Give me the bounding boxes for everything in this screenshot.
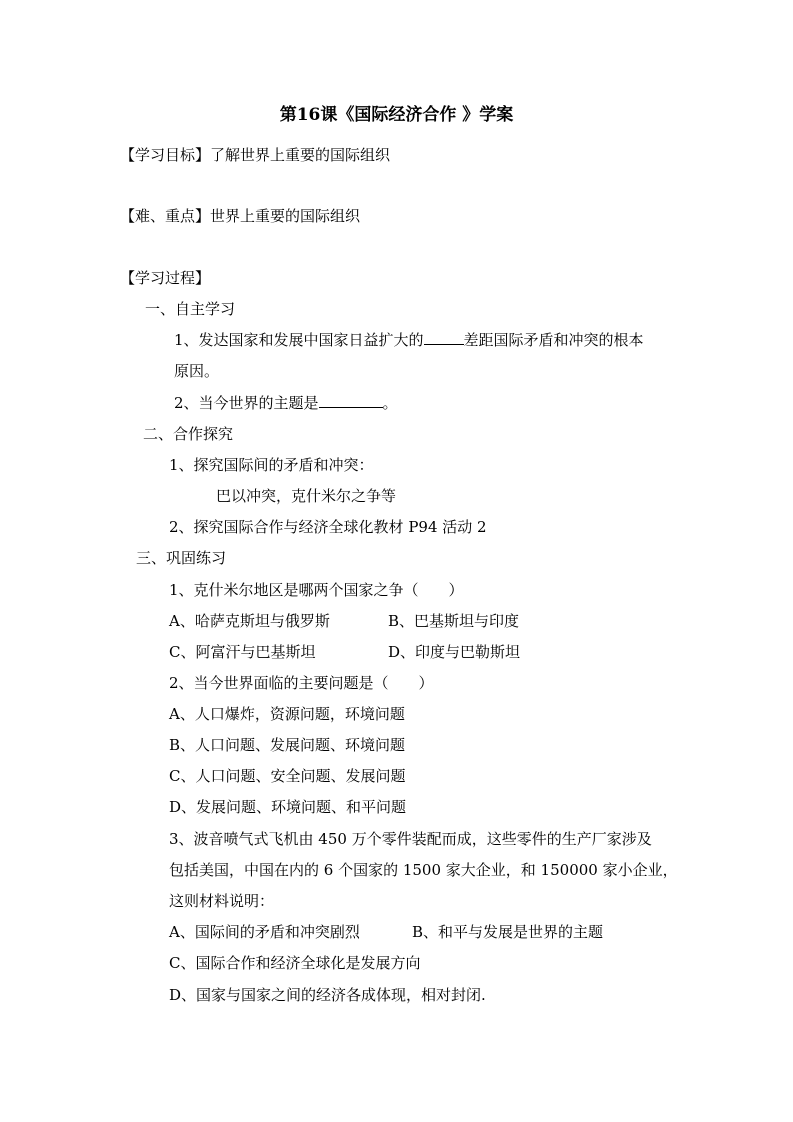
exercise2-option-d: D、发展问题、环境问题、和平问题 [169, 798, 407, 816]
process-heading: 【学习过程】 [120, 269, 211, 287]
exercise1-option-d: D、印度与巴勒斯坦 [388, 643, 521, 661]
q2-text-part2: 。 [382, 394, 398, 412]
section1-heading: 一、自主学习 [145, 300, 236, 318]
section2-item1: 1、探究国际间的矛盾和冲突： [169, 456, 374, 474]
section2-item2: 2、探究国际合作与经济全球化教材 P94 活动 2 [169, 518, 487, 536]
exercise3-option-d: D、国家与国家之间的经济各成体现，相对封闭. [169, 986, 486, 1004]
exercise3-question-line2: 包括美国，中国在内的 6 个国家的 1500 家大企业，和 150000 家小企业， [169, 861, 678, 879]
section1-question2 [174, 393, 398, 413]
page-title: 第16课《国际经济合作 》学案 [279, 105, 514, 125]
section1-question1 [174, 330, 644, 350]
exercise3-option-c: C、国际合作和经济全球化是发展方向 [169, 954, 421, 972]
exercise3-option-b: B、和平与发展是世界的主题 [412, 923, 604, 941]
exercise1-question: 1、克什米尔地区是哪两个国家之争（ ） [169, 581, 464, 599]
exercise3-question-line3: 这则材料说明： [169, 892, 275, 910]
key-points: 【难、重点】世界上重要的国际组织 [120, 207, 361, 225]
exercise2-question: 2、当今世界面临的主要问题是（ ） [169, 674, 434, 692]
q1-text-part2: 差距国际矛盾和冲突的根本 [463, 331, 644, 349]
exercise1-option-a: A、哈萨克斯坦与俄罗斯 [169, 612, 330, 630]
exercise1-option-b: B、巴基斯坦与印度 [388, 612, 520, 630]
learning-objective: 【学习目标】了解世界上重要的国际组织 [120, 146, 391, 164]
exercise2-option-a: A、人口爆炸，资源问题，环境问题 [169, 705, 405, 723]
exercise1-option-c: C、阿富汗与巴基斯坦 [169, 643, 316, 661]
q2-text-part1: 2、当今世界的主题是 [174, 394, 319, 412]
exercise3-question-line1: 3、波音喷气式飞机由 450 万个零件装配而成，这些零件的生产厂家涉及 [169, 830, 652, 848]
exercise2-option-b: B、人口问题、发展问题、环境问题 [169, 736, 406, 754]
section3-heading: 三、巩固练习 [136, 549, 227, 567]
exercise3-option-a: A、国际间的矛盾和冲突剧烈 [169, 923, 360, 941]
q1-text-part1: 1、发达国家和发展中国家日益扩大的 [174, 331, 424, 349]
section2-heading: 二、合作探究 [143, 425, 234, 443]
section2-item1-example: 巴以冲突，克什米尔之争等 [216, 487, 397, 505]
q2-answer-blank [319, 393, 383, 408]
exercise2-option-c: C、人口问题、安全问题、发展问题 [169, 767, 406, 785]
section1-question1-cont: 原因。 [174, 362, 220, 380]
q1-answer-blank [424, 330, 464, 345]
